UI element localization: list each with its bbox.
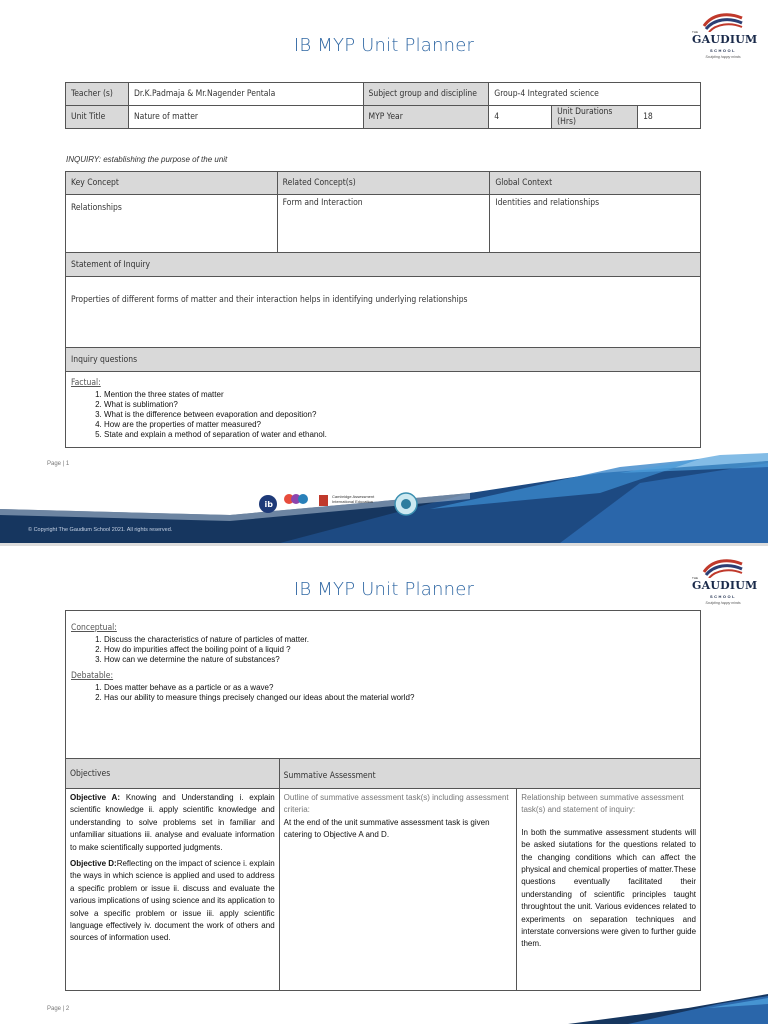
list-item: 2. What is sublimation? <box>104 400 695 410</box>
school-logo: THE GAUDIUM SCHOOL Sculpting happy minds <box>692 12 754 64</box>
outline-label: Outline of summative assessment task(s) including assessment criteria: <box>283 793 509 815</box>
statement-of-inquiry-value: Properties of different forms of matter and their interaction helps in identifying underlying relationships <box>66 277 701 348</box>
list-item: 1. Does matter behave as a particle or as a wave? <box>104 683 695 693</box>
list-item: 3. What is the difference between evaporation and deposition? <box>104 410 695 420</box>
statement-of-inquiry-label: Statement of Inquiry <box>66 253 701 277</box>
teacher-value: Dr.K.Padmaja & Mr.Nagender Pentala <box>128 83 363 106</box>
relationship-value: In both the summative assessment students will be asked siutations for the questions related to the changing conditions which can affect the physical and chemical properties of matter.These questions eventually facilitated their understanding of scientific principles taught throughtout the unit. Various evidences related to experiments on separation techniques and interstate conversions were given to further guide them. <box>521 827 697 949</box>
factual-label: Factual: <box>71 378 101 388</box>
relationship-label: Relationship between summative assessment task(s) and statement of inquiry: <box>521 793 684 815</box>
myp-year-label: MYP Year <box>363 106 489 129</box>
unit-title-label: Unit Title <box>66 106 129 129</box>
school-logo: THE GAUDIUM SCHOOL Sculpting happy minds <box>692 558 754 610</box>
page-title: IB MYP Unit Planner <box>293 35 475 56</box>
related-concept-value: Form and Interaction <box>277 195 490 253</box>
related-concept-label: Related Concept(s) <box>277 172 490 195</box>
list-item: 1. Discuss the characteristics of nature of particles of matter. <box>104 635 695 645</box>
footer-wave-icon <box>568 994 768 1024</box>
logo-mark-icon <box>702 12 744 32</box>
svg-text:ib: ib <box>264 500 273 509</box>
objective-d: Objective D:Reflecting on the impact of science i. explain the ways in which science is applied and used to address a specific problem or issue ii. discuss and evaluate the various implications of using science and its application to solve a specific problem or issue iii. apply scientific language effectively iv. document the work of others and sources of information used. <box>70 858 275 943</box>
conceptual-label: Conceptual: <box>71 623 117 633</box>
inquiry-note: INQUIRY: establishing the purpose of the unit <box>66 155 228 164</box>
footer-graphic <box>568 994 768 1024</box>
subject-value: Group-4 Integrated science <box>489 83 701 106</box>
global-context-label: Global Context <box>490 172 701 195</box>
page-number: Page | 2 <box>47 1006 70 1012</box>
list-item: 3. How can we determine the nature of substances? <box>104 655 695 665</box>
summative-outline-cell <box>279 789 517 991</box>
accreditation-badges <box>258 490 428 520</box>
summative-assessment-label: Summative Assessment <box>279 759 700 789</box>
concept-table <box>65 171 701 448</box>
duration-value: 18 <box>638 106 701 129</box>
page-title: IB MYP Unit Planner <box>293 579 475 600</box>
page-2 <box>0 546 768 1024</box>
key-concept-label: Key Concept <box>66 172 278 195</box>
inquiry-questions-cell <box>66 372 701 448</box>
conceptual-debatable-cell <box>66 611 701 759</box>
unit-title-value: Nature of matter <box>128 106 363 129</box>
factual-questions-list <box>71 390 695 440</box>
objectives-label: Objectives <box>66 759 280 789</box>
page-number: Page | 1 <box>47 461 70 467</box>
debatable-label: Debatable: <box>71 671 114 681</box>
logo-mark-icon <box>702 558 744 578</box>
outline-value: At the end of the unit summative assessment task is given catering to Objective A and D. <box>283 817 490 840</box>
global-context-value: Identities and relationships <box>490 195 701 253</box>
myp-year-value: 4 <box>489 106 552 129</box>
unit-header-table <box>65 82 701 129</box>
list-item: 1. Mention the three states of matter <box>104 390 695 400</box>
teacher-label: Teacher (s) <box>66 83 129 106</box>
objectives-table <box>65 610 701 991</box>
inquiry-questions-label: Inquiry questions <box>66 348 701 372</box>
objective-a: Objective A: Knowing and Understanding i. explain scientific knowledge ii. apply scientific knowledge and understanding to solve problems set in familiar and unfamiliar situations iii. analyse and evaluate information to make scientifically supported judgments. <box>70 793 275 852</box>
relationship-cell <box>517 789 701 991</box>
footer-graphic <box>0 453 768 543</box>
objectives-cell <box>66 789 280 991</box>
list-item: 2. How do impurities affect the boiling point of a liquid ? <box>104 645 695 655</box>
subject-label: Subject group and discipline <box>363 83 489 106</box>
cambridge-badge-label: Cambridge Assessment International Education <box>332 494 375 505</box>
copyright-text: © Copyright The Gaudium School 2021. All rights reserved. <box>28 527 173 533</box>
key-concept-value: Relationships <box>66 195 278 253</box>
conceptual-questions-list <box>71 635 695 665</box>
list-item: 2. Has our ability to measure things precisely changed our ideas about the material world? <box>104 693 695 703</box>
duration-label: Unit Durations (Hrs) <box>552 106 638 129</box>
debatable-questions-list <box>71 683 695 703</box>
list-item: 4. How are the properties of matter measured? <box>104 420 695 430</box>
list-item: 5. State and explain a method of separation of water and ethanol. <box>104 430 695 440</box>
